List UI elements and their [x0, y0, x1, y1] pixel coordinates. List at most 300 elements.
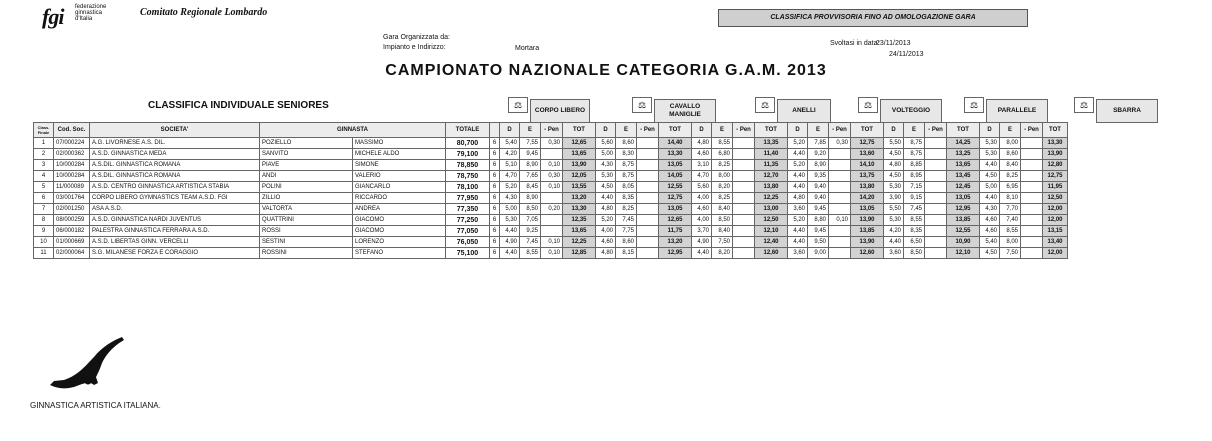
cell-pen: [733, 193, 755, 204]
cell-name: SIMONE: [353, 160, 446, 171]
cell-rank: 2: [34, 149, 54, 160]
cell-pen: 0,30: [541, 138, 563, 149]
cell-e: 8,90: [520, 160, 541, 171]
cell-e: 9,45: [520, 149, 541, 160]
cell-tot: 12,65: [659, 215, 692, 226]
cell-d: 4,40: [980, 193, 1000, 204]
cell-pen: [925, 237, 947, 248]
cell-d: 5,30: [596, 171, 616, 182]
cell-e: 7,70: [1000, 204, 1021, 215]
cell-code: 02/000064: [54, 248, 90, 259]
cell-e: 8,90: [808, 160, 829, 171]
apparatus-label: CAVALLO MANIGLIE: [669, 103, 701, 118]
cell-d: 4,60: [980, 215, 1000, 226]
cell-pen: [829, 182, 851, 193]
cell-d: 5,20: [788, 138, 808, 149]
cell-d: 5,40: [500, 138, 520, 149]
cell-tot: 12,10: [947, 248, 980, 259]
cell-tot: 13,45: [947, 171, 980, 182]
cell-club: A.S.D. GINNASTICA MEDA: [90, 149, 260, 160]
cell-e: 8,15: [616, 248, 637, 259]
col-tot-5: TOT: [1043, 123, 1068, 138]
cell-d: 4,20: [500, 149, 520, 160]
cell-d: 4,50: [884, 149, 904, 160]
cell-e: 9,00: [808, 248, 829, 259]
cell-name: GIACOMO: [353, 226, 446, 237]
cell-code: 01/000669: [54, 237, 90, 248]
cell-n: 6: [490, 226, 500, 237]
cell-n: 6: [490, 204, 500, 215]
cell-e: 6,80: [712, 149, 733, 160]
cell-pen: [733, 182, 755, 193]
cell-d: 4,00: [692, 215, 712, 226]
cell-name: MASSIMO: [353, 138, 446, 149]
cell-club: CORPO LIBERO GYMNASTICS TEAM A.S.D. FGI: [90, 193, 260, 204]
cell-e: 7,15: [904, 182, 925, 193]
cell-name: RICCARDO: [353, 193, 446, 204]
cell-rank: 7: [34, 204, 54, 215]
cell-pen: [637, 226, 659, 237]
cell-surname: POLINI: [260, 182, 353, 193]
cell-e: 6,95: [1000, 182, 1021, 193]
cell-e: 8,00: [1000, 237, 1021, 248]
col-tot-3: TOT: [851, 123, 884, 138]
cell-e: 8,55: [520, 248, 541, 259]
cell-n: 6: [490, 171, 500, 182]
cell-e: 7,55: [520, 138, 541, 149]
cell-tot: 13,30: [1043, 138, 1068, 149]
cell-d: 3,60: [884, 248, 904, 259]
cell-e: 8,40: [1000, 160, 1021, 171]
venue-value: Mortara: [515, 45, 540, 52]
cell-pen: [925, 215, 947, 226]
cell-e: 9,40: [808, 193, 829, 204]
cell-surname: VALTORTA: [260, 204, 353, 215]
cell-total: 80,700: [446, 138, 490, 149]
cell-club: PALESTRA GINNASTICA FERRARA A.S.D.: [90, 226, 260, 237]
cell-pen: [541, 215, 563, 226]
cell-pen: [1021, 204, 1043, 215]
cell-tot: 12,25: [755, 193, 788, 204]
cell-d: 4,30: [596, 160, 616, 171]
cell-n: 6: [490, 193, 500, 204]
col-rank: Class. Finale: [34, 123, 54, 138]
footer-brand-text: GINNASTICA ARTISTICA ITALIANA: [30, 401, 159, 410]
apparatus-5: [1096, 99, 1158, 123]
cell-pen: 0,10: [829, 215, 851, 226]
cell-n: 6: [490, 182, 500, 193]
cell-d: 4,50: [596, 182, 616, 193]
cell-code: 07/000224: [54, 138, 90, 149]
cell-d: 4,70: [500, 171, 520, 182]
cell-surname: ROSSINI: [260, 248, 353, 259]
cell-d: 4,80: [788, 193, 808, 204]
cell-d: 5,20: [596, 215, 616, 226]
cell-surname: ANDI: [260, 171, 353, 182]
cell-e: 8,25: [712, 160, 733, 171]
cell-tot: 12,40: [755, 237, 788, 248]
cell-pen: [829, 237, 851, 248]
col-pen-5: - Pen: [1021, 123, 1043, 138]
cell-tot: 13,20: [563, 193, 596, 204]
cell-n: 6: [490, 215, 500, 226]
cell-pen: [925, 138, 947, 149]
cell-tot: 12,75: [659, 193, 692, 204]
cell-pen: [637, 248, 659, 259]
col-pen-3: - Pen: [829, 123, 851, 138]
cell-pen: [829, 193, 851, 204]
parallel-icon: ⚖: [964, 97, 984, 113]
cell-n: 6: [490, 248, 500, 259]
cell-d: 4,40: [596, 193, 616, 204]
cell-d: 4,40: [788, 171, 808, 182]
cell-pen: [637, 138, 659, 149]
apparatus-label: CORPO LIBERO: [534, 107, 586, 114]
cell-tot: 12,00: [1043, 215, 1068, 226]
cell-d: 4,60: [692, 149, 712, 160]
cell-tot: 13,60: [851, 149, 884, 160]
cell-d: 4,60: [692, 204, 712, 215]
cell-pen: [925, 204, 947, 215]
cell-tot: 10,90: [947, 237, 980, 248]
cell-d: 5,30: [884, 182, 904, 193]
cell-code: 10/000284: [54, 160, 90, 171]
cell-d: 5,20: [788, 215, 808, 226]
cell-total: 79,100: [446, 149, 490, 160]
cell-total: 78,100: [446, 182, 490, 193]
cell-pen: [637, 215, 659, 226]
cell-d: 4,90: [500, 237, 520, 248]
cell-name: VALERIO: [353, 171, 446, 182]
cell-pen: [1021, 193, 1043, 204]
cell-e: 7,45: [904, 204, 925, 215]
cell-club: A.S.DIL. GINNASTICA ROMANA: [90, 160, 260, 171]
cell-tot: 12,50: [755, 215, 788, 226]
cell-pen: [541, 193, 563, 204]
col-pen-4: - Pen: [925, 123, 947, 138]
date-2: 24/11/2013: [889, 51, 924, 58]
cell-tot: 13,05: [659, 160, 692, 171]
cell-tot: 13,65: [563, 226, 596, 237]
cell-pen: [733, 204, 755, 215]
cell-d: 5,30: [980, 149, 1000, 160]
cell-pen: 0,30: [829, 138, 851, 149]
cell-e: 8,00: [712, 171, 733, 182]
cell-tot: 12,95: [947, 204, 980, 215]
apparatus-3: [880, 99, 942, 123]
col-club: SOCIETA': [90, 123, 260, 138]
cell-rank: 11: [34, 248, 54, 259]
apparatus-label: ANELLI: [792, 107, 816, 114]
cell-tot: 13,90: [1043, 149, 1068, 160]
cell-total: 75,100: [446, 248, 490, 259]
cell-d: 3,60: [788, 248, 808, 259]
col-tot-4: TOT: [947, 123, 980, 138]
cell-name: GIACOMO: [353, 215, 446, 226]
cell-rank: 3: [34, 160, 54, 171]
cell-pen: [733, 160, 755, 171]
ranking-subtitle: CLASSIFICA INDIVIDUALE SENIORES: [148, 100, 329, 111]
cell-tot: 13,85: [851, 226, 884, 237]
cell-e: 8,05: [616, 182, 637, 193]
apparatus-label: PARALLELE: [997, 107, 1037, 114]
federation-name: [75, 4, 125, 22]
cell-d: 4,80: [596, 248, 616, 259]
cell-tot: 13,90: [563, 160, 596, 171]
cell-d: 5,00: [500, 204, 520, 215]
cell-d: 5,20: [500, 182, 520, 193]
pommel-icon: ⚖: [632, 97, 652, 113]
col-e-4: E: [904, 123, 925, 138]
footer-brand-dot: .: [158, 401, 161, 410]
cell-club: S.G. MILANESE FORZA E CORAGGIO: [90, 248, 260, 259]
cell-e: 8,25: [1000, 171, 1021, 182]
col-d-1: D: [596, 123, 616, 138]
table-row: [34, 237, 1068, 248]
results-table: [33, 122, 1068, 259]
cell-d: 3,90: [884, 193, 904, 204]
col-pen-1: - Pen: [637, 123, 659, 138]
cell-tot: 12,75: [1043, 171, 1068, 182]
provisional-banner: CLASSIFICA PROVVISORIA FINO AD OMOLOGAZIONE GARA: [718, 9, 1028, 27]
cell-d: 4,60: [596, 237, 616, 248]
cell-surname: ZILLIO: [260, 193, 353, 204]
col-e-0: E: [520, 123, 541, 138]
cell-tot: 13,80: [851, 182, 884, 193]
apparatus-1: [654, 99, 716, 123]
col-total: TOTALE: [446, 123, 490, 138]
cell-pen: [733, 237, 755, 248]
cell-surname: ROSSI: [260, 226, 353, 237]
cell-code: 06/000182: [54, 226, 90, 237]
cell-pen: [541, 149, 563, 160]
cell-d: 5,50: [884, 138, 904, 149]
cell-pen: [1021, 138, 1043, 149]
cell-d: 5,00: [980, 182, 1000, 193]
cell-pen: [1021, 215, 1043, 226]
cell-pen: [925, 182, 947, 193]
cell-tot: 13,30: [563, 204, 596, 215]
cell-pen: 0,10: [541, 160, 563, 171]
col-d-5: D: [980, 123, 1000, 138]
cell-club: A.S.D. LIBERTAS GINN. VERCELLI: [90, 237, 260, 248]
vault-icon: ⚖: [858, 97, 878, 113]
cell-pen: [1021, 248, 1043, 259]
cell-e: 8,55: [1000, 226, 1021, 237]
cell-pen: [1021, 226, 1043, 237]
cell-pen: [829, 149, 851, 160]
table-row: [34, 171, 1068, 182]
cell-tot: 13,25: [947, 149, 980, 160]
apparatus-label: VOLTEGGIO: [891, 107, 931, 114]
cell-n: 6: [490, 149, 500, 160]
cell-d: 4,70: [692, 171, 712, 182]
cell-total: 77,950: [446, 193, 490, 204]
cell-tot: 14,05: [659, 171, 692, 182]
fgi-logo: fgi: [42, 4, 64, 29]
cell-pen: [637, 149, 659, 160]
cell-e: 9,15: [904, 193, 925, 204]
cell-e: 7,85: [808, 138, 829, 149]
cell-total: 76,050: [446, 237, 490, 248]
cell-tot: 13,65: [947, 160, 980, 171]
cell-surname: PIAVE: [260, 160, 353, 171]
floor-icon: ⚖: [508, 97, 528, 113]
cell-e: 8,75: [616, 160, 637, 171]
cell-e: 8,50: [520, 204, 541, 215]
cell-tot: 13,00: [755, 204, 788, 215]
cell-d: 4,90: [692, 237, 712, 248]
cell-tot: 12,35: [563, 215, 596, 226]
cell-e: 8,80: [808, 215, 829, 226]
cell-e: 9,45: [808, 204, 829, 215]
cell-total: 77,250: [446, 215, 490, 226]
cell-code: 03/001764: [54, 193, 90, 204]
cell-d: 4,60: [980, 226, 1000, 237]
cell-e: 8,35: [904, 226, 925, 237]
cell-pen: [637, 160, 659, 171]
cell-e: 8,60: [1000, 149, 1021, 160]
col-e-5: E: [1000, 123, 1021, 138]
cell-d: 4,40: [788, 237, 808, 248]
cell-tot: 13,20: [659, 237, 692, 248]
cell-e: 9,25: [520, 226, 541, 237]
cell-rank: 5: [34, 182, 54, 193]
cell-club: ASA A.S.D.: [90, 204, 260, 215]
cell-tot: 13,75: [851, 171, 884, 182]
cell-tot: 14,40: [659, 138, 692, 149]
table-row: [34, 149, 1068, 160]
cell-tot: 14,25: [947, 138, 980, 149]
cell-e: 8,40: [712, 226, 733, 237]
cell-tot: 12,95: [659, 248, 692, 259]
federation-line-3: d'Italia: [75, 16, 93, 22]
cell-pen: [925, 160, 947, 171]
cell-tot: 12,80: [1043, 160, 1068, 171]
cell-e: 6,50: [904, 237, 925, 248]
cell-e: 8,35: [616, 193, 637, 204]
cell-tot: 12,60: [755, 248, 788, 259]
cell-name: GIANCARLO: [353, 182, 446, 193]
col-e-3: E: [808, 123, 829, 138]
rings-icon: ⚖: [755, 97, 775, 113]
cell-pen: [733, 248, 755, 259]
cell-tot: 12,00: [1043, 204, 1068, 215]
cell-tot: 13,40: [1043, 237, 1068, 248]
cell-pen: [829, 171, 851, 182]
cell-surname: SANVITO: [260, 149, 353, 160]
cell-d: 5,30: [500, 215, 520, 226]
cell-rank: 9: [34, 226, 54, 237]
cell-code: 11/000089: [54, 182, 90, 193]
cell-total: 78,850: [446, 160, 490, 171]
cell-tot: 12,60: [851, 248, 884, 259]
cell-tot: 13,65: [563, 149, 596, 160]
cell-pen: [541, 226, 563, 237]
cell-pen: [925, 193, 947, 204]
cell-e: 8,25: [616, 204, 637, 215]
cell-tot: 13,30: [659, 149, 692, 160]
cell-rank: 1: [34, 138, 54, 149]
cell-pen: [733, 149, 755, 160]
cell-tot: 12,55: [947, 226, 980, 237]
footer-brand: [30, 401, 161, 410]
cell-e: 7,40: [1000, 215, 1021, 226]
cell-d: 3,70: [692, 226, 712, 237]
cell-e: 8,95: [904, 171, 925, 182]
cell-pen: [1021, 237, 1043, 248]
cell-e: 8,75: [904, 138, 925, 149]
cell-d: 4,40: [788, 226, 808, 237]
col-e-1: E: [616, 123, 637, 138]
cell-e: 7,50: [712, 237, 733, 248]
cell-club: A.S.DIL. GINNASTICA ROMANA: [90, 171, 260, 182]
col-code: Cod. Soc.: [54, 123, 90, 138]
cell-tot: 12,10: [755, 226, 788, 237]
apparatus-4: [986, 99, 1048, 123]
cell-pen: [637, 237, 659, 248]
cell-pen: 0,30: [541, 171, 563, 182]
cell-d: 4,50: [980, 171, 1000, 182]
cell-rank: 6: [34, 193, 54, 204]
cell-d: 4,80: [596, 204, 616, 215]
col-tot-0: TOT: [563, 123, 596, 138]
col-pen-0: - Pen: [541, 123, 563, 138]
cell-d: 4,40: [500, 248, 520, 259]
cell-d: 4,80: [692, 138, 712, 149]
cell-d: 4,40: [980, 160, 1000, 171]
cell-tot: 13,80: [755, 182, 788, 193]
cell-e: 8,90: [520, 193, 541, 204]
cell-e: 7,50: [1000, 248, 1021, 259]
cell-pen: [925, 248, 947, 259]
page-title: CAMPIONATO NAZIONALE CATEGORIA G.A.M. 2013: [385, 62, 827, 79]
cell-tot: 13,35: [755, 138, 788, 149]
cell-d: 4,40: [500, 226, 520, 237]
cell-tot: 12,70: [755, 171, 788, 182]
cell-d: 4,80: [884, 160, 904, 171]
cell-tot: 13,90: [851, 237, 884, 248]
cell-d: 4,30: [500, 193, 520, 204]
cell-club: A.G. LIVORNESE A.S. DIL.: [90, 138, 260, 149]
col-spacer: [490, 123, 500, 138]
cell-e: 8,00: [1000, 138, 1021, 149]
cell-total: 78,750: [446, 171, 490, 182]
cell-pen: [733, 215, 755, 226]
cell-name: ANDREA: [353, 204, 446, 215]
cell-d: 5,20: [788, 160, 808, 171]
cell-d: 5,30: [980, 138, 1000, 149]
cell-d: 4,40: [884, 237, 904, 248]
cell-tot: 14,20: [851, 193, 884, 204]
cell-d: 4,20: [884, 226, 904, 237]
cell-tot: 13,05: [851, 204, 884, 215]
cell-e: 8,60: [616, 138, 637, 149]
cell-d: 5,60: [596, 138, 616, 149]
committee-name: Comitato Regionale Lombardo: [140, 7, 268, 18]
dates-label: Svoltasi in data:: [830, 40, 880, 47]
table-row: [34, 193, 1068, 204]
cell-d: 4,40: [692, 248, 712, 259]
apparatus-2: [777, 99, 831, 123]
cell-tot: 12,45: [947, 182, 980, 193]
cell-pen: [1021, 149, 1043, 160]
cell-d: 4,00: [692, 193, 712, 204]
cell-tot: 13,90: [851, 215, 884, 226]
date-1: 23/11/2013: [876, 40, 911, 47]
cell-pen: [1021, 182, 1043, 193]
cell-code: 02/000362: [54, 149, 90, 160]
